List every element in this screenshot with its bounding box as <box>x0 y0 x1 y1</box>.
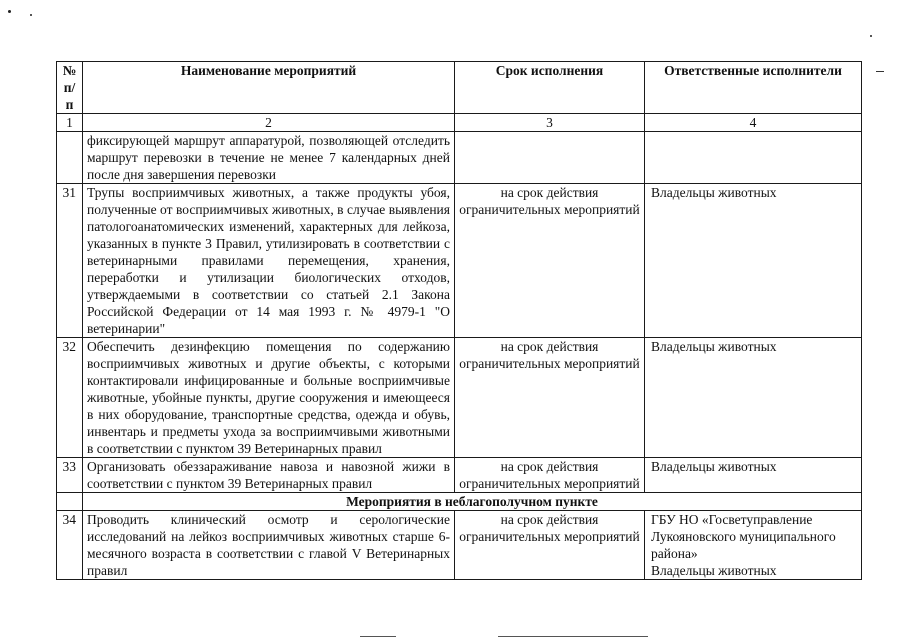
section-num-cell <box>57 493 83 511</box>
row-executors <box>645 132 862 184</box>
column-index-row <box>57 114 862 132</box>
row-num: 31 <box>57 184 83 338</box>
executor-line: Владельцы животных <box>651 563 777 578</box>
row-executors: Владельцы животных <box>645 458 862 493</box>
row-term <box>455 132 645 184</box>
header-term: Срок исполнения <box>455 62 645 114</box>
table-row <box>57 132 862 184</box>
row-num: 34 <box>57 511 83 580</box>
row-name: фиксирующей маршрут аппаратурой, позволяющей отследить маршрут перевозки в течение не менее 7 календарных дней после дня завершения перевозки <box>83 132 455 184</box>
footer-rule <box>360 636 396 637</box>
scan-speck <box>870 35 872 37</box>
table-row <box>57 511 862 580</box>
scan-speck <box>30 14 32 16</box>
footer-rule <box>498 636 648 637</box>
scan-speck <box>8 10 11 13</box>
column-index: 4 <box>645 114 862 132</box>
row-executors: Владельцы животных <box>645 338 862 458</box>
row-name: Организовать обеззараживание навоза и навозной жижи в соответствии с пунктом 39 Ветеринарных правил <box>83 458 455 493</box>
row-executors: Владельцы животных <box>645 184 862 338</box>
row-executors <box>645 511 862 580</box>
column-index: 3 <box>455 114 645 132</box>
row-name: Трупы восприимчивых животных, а также продукты убоя, полученные от восприимчивых животных, в случае выявления патологоанатомических изменений, характерных для лейкоза, указанных в пункте 3 Правил, утилизировать в соответствии с ветеринарными правилами перемещения, хранения, переработки и утилизации биологических отходов, утверждаемыми в соответствии со статьей 2.1 Закона Российской Федерации от 14 мая 1993 г. № 4979-1 "О ветеринарии" <box>83 184 455 338</box>
row-num: 33 <box>57 458 83 493</box>
column-index: 1 <box>57 114 83 132</box>
table-header-row <box>57 62 862 114</box>
row-term: на срок действия ограничительных мероприятий <box>455 338 645 458</box>
row-term: на срок действия ограничительных мероприятий <box>455 184 645 338</box>
header-executors: Ответственные исполнители <box>645 62 862 114</box>
scan-mark <box>876 71 884 72</box>
row-num <box>57 132 83 184</box>
header-name: Наименование мероприятий <box>83 62 455 114</box>
measures-table <box>56 61 862 580</box>
table-row <box>57 184 862 338</box>
header-num: № п/п <box>57 62 83 114</box>
row-name: Обеспечить дезинфекцию помещения по содержанию восприимчивых животных и другие объекты, с которыми контактировали инфицированные и больные восприимчивые животные, убойные пункты, другие сооружения и имеющееся в них оборудование, транспортные средства, одежда и обувь, инвентарь и предметы ухода за восприимчивыми животными в соответствии с пунктом 39 Ветеринарных правил <box>83 338 455 458</box>
row-name: Проводить клинический осмотр и серологические исследований на лейкоз восприимчивых животных старше 6-месячного возраста в соответствии с главой V Ветеринарных правил <box>83 511 455 580</box>
row-num: 32 <box>57 338 83 458</box>
section-title: Мероприятия в неблагополучном пункте <box>83 493 862 511</box>
table-row <box>57 338 862 458</box>
section-row <box>57 493 862 511</box>
row-term: на срок действия ограничительных мероприятий <box>455 458 645 493</box>
row-term: на срок действия ограничительных мероприятий <box>455 511 645 580</box>
table-row <box>57 458 862 493</box>
executor-line: ГБУ НО «Госветуправление Лукояновского муниципального района» <box>651 512 836 561</box>
column-index: 2 <box>83 114 455 132</box>
